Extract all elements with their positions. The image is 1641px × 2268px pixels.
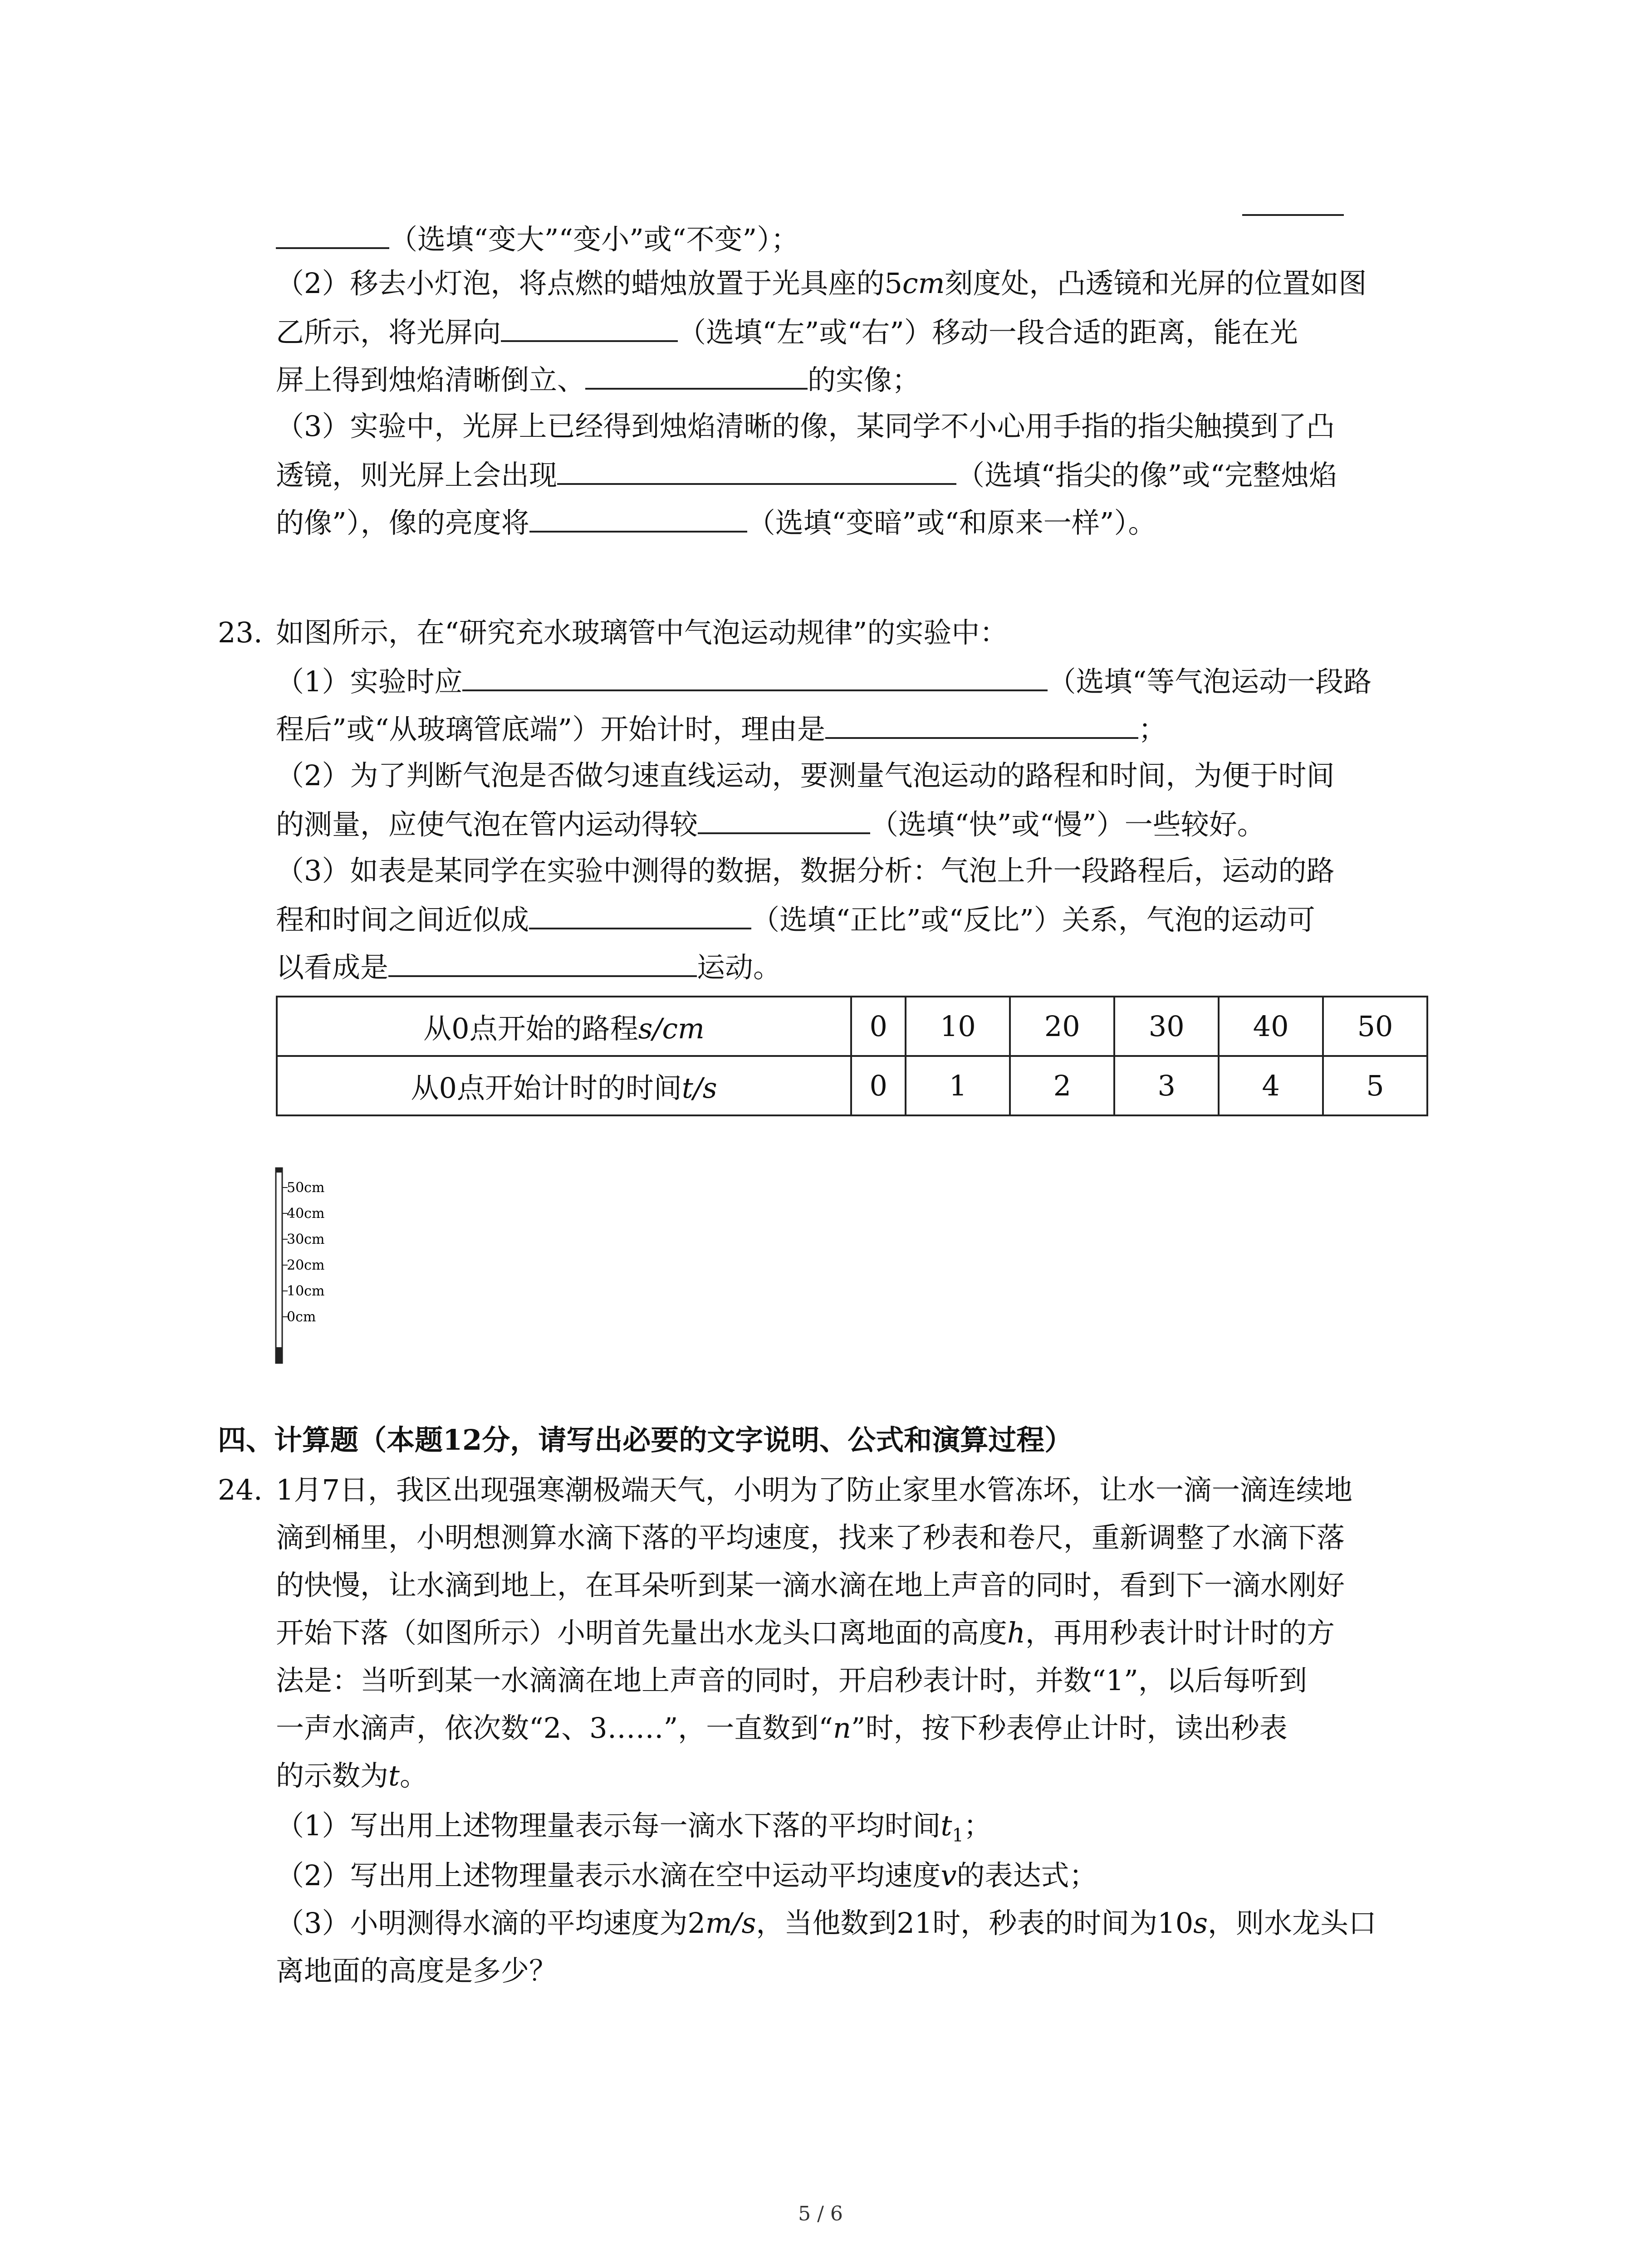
q24-sub-3: （3）小明测得水滴的平均速度为2m/s，当他数到21时，秒表的时间为10s，则水龙头口: [276, 1906, 1377, 1940]
table-row-label: 从0点开始的路程s/cm: [277, 997, 851, 1056]
table-cell: 10: [906, 997, 1010, 1056]
answer-blank[interactable]: [501, 313, 678, 342]
q22-line-3: 乙所示，将光屏向 （选填“左”或“右”）移动一段合适的距离，能在光: [276, 313, 1298, 351]
tube-label: 20cm: [287, 1257, 325, 1273]
q22-line-7: 的像”），像的亮度将 （选填“变暗”或“和原来一样”）。: [276, 503, 1156, 541]
table-cell: 40: [1219, 997, 1323, 1056]
q23-line-6: （3）如表是某同学在实验中测得的数据，数据分析：气泡上升一段路程后，运动的路: [276, 854, 1335, 887]
tube-label: 40cm: [287, 1206, 325, 1222]
table-cell: 0: [851, 1056, 906, 1115]
answer-blank[interactable]: [825, 710, 1138, 739]
answer-blank[interactable]: [698, 805, 870, 834]
q24-sub-1: （1）写出用上述物理量表示每一滴水下落的平均时间$t_1$；: [276, 1809, 992, 1846]
q24-number: 24.: [218, 1473, 263, 1506]
table-cell: 3: [1114, 1056, 1219, 1115]
tube-label: 30cm: [287, 1232, 325, 1247]
answer-blank[interactable]: [557, 456, 956, 485]
q22-line-1: （选填“变大”“变小”或“不变”）；: [276, 220, 799, 258]
q22-line-4: 屏上得到烛焰清晰倒立、 的实像；: [276, 361, 920, 398]
answer-blank[interactable]: [388, 948, 697, 977]
table-cell: 2: [1010, 1056, 1114, 1115]
table-cell: 5: [1323, 1056, 1427, 1115]
q24-sub-4: 离地面的高度是多少？: [276, 1954, 558, 1987]
table-cell: 4: [1219, 1056, 1323, 1115]
answer-blank[interactable]: [462, 662, 1048, 691]
table-cell: 50: [1323, 997, 1427, 1056]
q23-line-3: 程后”或“从玻璃管底端”）开始计时，理由是 ；: [276, 710, 1166, 748]
answer-blank[interactable]: [529, 900, 751, 929]
table-cell: 1: [906, 1056, 1010, 1115]
q24-line-6: 一声水滴声，依次数“2、3……”，一直数到“n”时，按下秒表停止计时，读出秒表: [276, 1711, 1288, 1745]
answer-blank[interactable]: [529, 503, 747, 533]
q23-number: 23.: [218, 616, 263, 649]
glass-tube-figure: [272, 1166, 408, 1365]
table-cell: 30: [1114, 997, 1219, 1056]
table-row-label: 从0点开始计时的时间t/s: [277, 1056, 851, 1115]
q23-line-8: 以看成是 运动。: [276, 948, 781, 986]
q24-line-1: 1月7日，我区出现强寒潮极端天气，小明为了防止家里水管冻坏，让水一滴一滴连续地: [276, 1473, 1352, 1506]
q23-line-2: （1）实验时应 （选填“等气泡运动一段路: [276, 662, 1372, 700]
q23-line-4: （2）为了判断气泡是否做匀速直线运动，要测量气泡运动的路程和时间，为便于时间: [276, 759, 1335, 792]
q24-sub-2: （2）写出用上述物理量表示水滴在空中运动平均速度v的表达式；: [276, 1859, 1097, 1892]
table-cell: 20: [1010, 997, 1114, 1056]
tube-label: 0cm: [287, 1309, 316, 1325]
q23-line-1: 如图所示，在“研究充水玻璃管中气泡运动规律”的实验中：: [276, 616, 1008, 649]
q23-line-7: 程和时间之间近似成 （选填“正比”或“反比”）关系，气泡的运动可: [276, 900, 1315, 938]
q24-line-2: 滴到桶里，小明想测算水滴下落的平均速度，找来了秒表和卷尺，重新调整了水滴下落: [276, 1521, 1345, 1554]
table-cell: 0: [851, 997, 906, 1056]
q24-line-4: 开始下落（如图所示）小明首先量出水龙头口离地面的高度h，再用秒表计时计时的方: [276, 1616, 1335, 1649]
q23-line-5: 的测量，应使气泡在管内运动得较 （选填“快”或“慢”）一些较好。: [276, 805, 1265, 843]
answer-blank[interactable]: [585, 361, 808, 390]
tube-bottom-cap: [276, 1347, 282, 1363]
tube-outline: [276, 1168, 282, 1363]
tube-label: 10cm: [287, 1283, 325, 1299]
tube-top-cap: [276, 1168, 282, 1173]
answer-blank-top[interactable]: [1242, 187, 1344, 216]
page-number: 5 / 6: [798, 2202, 843, 2225]
table-row: [277, 1056, 1427, 1115]
q22-line-5: （3）实验中，光屏上已经得到烛焰清晰的像，某同学不小心用手指的指尖触摸到了凸: [276, 410, 1335, 443]
q22-line-6: 透镜，则光屏上会出现 （选填“指尖的像”或“完整烛焰: [276, 456, 1337, 494]
q24-line-7: 的示数为t。: [276, 1759, 428, 1792]
q22-line-2: （2）移去小灯泡，将点燃的蜡烛放置于光具座的5cm刻度处，凸透镜和光屏的位置如图: [276, 267, 1367, 300]
table-row: [277, 997, 1427, 1056]
q24-line-3: 的快慢，让水滴到地上，在耳朵听到某一滴水滴在地上声音的同时，看到下一滴水刚好: [276, 1569, 1345, 1602]
section-heading: 四、计算题（本题12分，请写出必要的文字说明、公式和演算过程）: [218, 1423, 1073, 1457]
q24-line-5: 法是：当听到某一水滴滴在地上声音的同时，开启秒表计时，并数“1”，以后每听到: [276, 1664, 1307, 1697]
tube-label: 50cm: [287, 1180, 325, 1196]
data-table: [276, 996, 1428, 1116]
answer-blank[interactable]: [276, 220, 389, 249]
